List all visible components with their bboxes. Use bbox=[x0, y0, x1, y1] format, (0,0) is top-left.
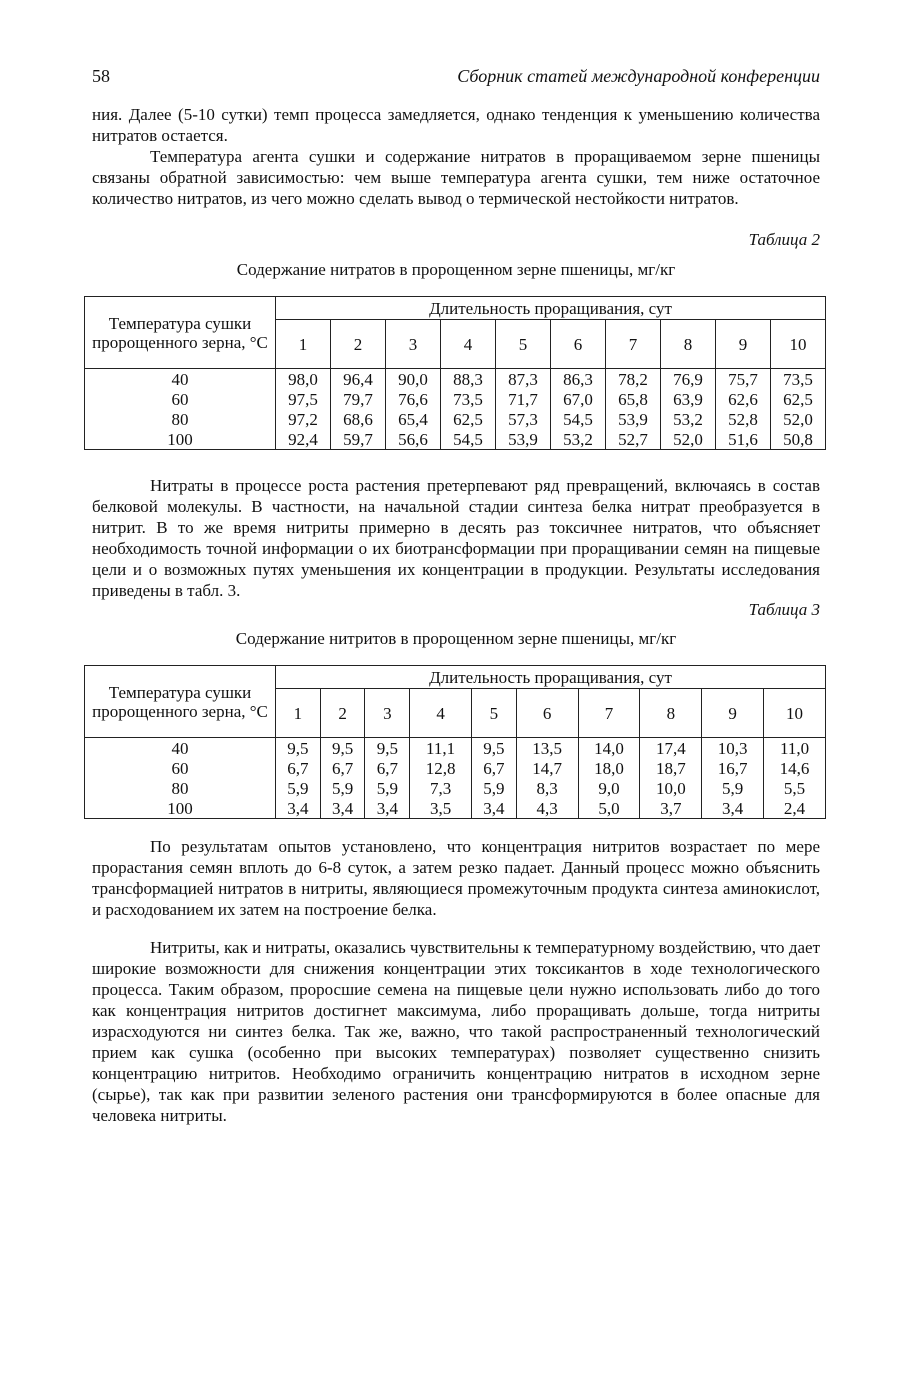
value-cell: 57,3 bbox=[496, 409, 551, 429]
value-cell: 54,5 bbox=[551, 409, 606, 429]
value-cell: 78,2 bbox=[606, 369, 661, 390]
value-cell: 50,8 bbox=[771, 429, 826, 450]
value-cell: 9,5 bbox=[320, 738, 365, 759]
table2-label: Таблица 2 bbox=[748, 230, 820, 249]
value-cell: 62,5 bbox=[441, 409, 496, 429]
value-cell: 5,9 bbox=[320, 778, 365, 798]
value-cell: 14,6 bbox=[764, 758, 826, 778]
temperature-cell: 100 bbox=[85, 798, 276, 819]
row-header: Температура сушки пророщенного зерна, °С bbox=[85, 297, 276, 369]
temperature-cell: 60 bbox=[85, 389, 276, 409]
table3-nitrites bbox=[84, 665, 826, 819]
temperature-cell: 100 bbox=[85, 429, 276, 450]
value-cell: 52,8 bbox=[716, 409, 771, 429]
temperature-cell: 80 bbox=[85, 778, 276, 798]
value-cell: 92,4 bbox=[276, 429, 331, 450]
value-cell: 5,9 bbox=[365, 778, 410, 798]
day-header: 8 bbox=[661, 320, 716, 369]
value-cell: 8,3 bbox=[516, 778, 578, 798]
value-cell: 10,3 bbox=[702, 738, 764, 759]
day-header: 2 bbox=[320, 689, 365, 738]
value-cell: 3,4 bbox=[702, 798, 764, 819]
day-header: 1 bbox=[276, 320, 331, 369]
value-cell: 79,7 bbox=[331, 389, 386, 409]
value-cell: 75,7 bbox=[716, 369, 771, 390]
value-cell: 53,9 bbox=[496, 429, 551, 450]
value-cell: 71,7 bbox=[496, 389, 551, 409]
value-cell: 5,5 bbox=[764, 778, 826, 798]
value-cell: 51,6 bbox=[716, 429, 771, 450]
value-cell: 5,0 bbox=[578, 798, 640, 819]
value-cell: 3,4 bbox=[276, 798, 321, 819]
value-cell: 9,5 bbox=[276, 738, 321, 759]
value-cell: 11,1 bbox=[410, 738, 472, 759]
day-header: 8 bbox=[640, 689, 702, 738]
value-cell: 52,0 bbox=[661, 429, 716, 450]
value-cell: 6,7 bbox=[276, 758, 321, 778]
value-cell: 68,6 bbox=[331, 409, 386, 429]
paragraph-conclusion: Нитриты, как и нитраты, оказались чувствительны к температурному воздействию, что дает широкие возможности для снижения концентрации этих токсикантов в ходе технологического процесса. Таким образом, проросшие семена на пищевые цели нужно использовать либо до того как концентрация нитритов достигнет максимума, либо проращивать дольше, тогда нитриты израсходуются ни синтез белка. Так же, важно, что такой распространенный технологический прием как сушка (особенно при высоких температурах) позволяет существенно снизить концентрацию нитритов. Необходимо ограничить концентрацию нитратов в исходном зерне (сырье), так как при развитии зеленого растения они трансформируются в более опасные для человека нитриты. bbox=[92, 938, 820, 1125]
value-cell: 6,7 bbox=[320, 758, 365, 778]
value-cell: 13,5 bbox=[516, 738, 578, 759]
table-row bbox=[85, 778, 826, 798]
value-cell: 88,3 bbox=[441, 369, 496, 390]
value-cell: 17,4 bbox=[640, 738, 702, 759]
value-cell: 3,4 bbox=[320, 798, 365, 819]
table-row bbox=[85, 429, 826, 450]
page-number: 58 bbox=[92, 66, 110, 86]
day-header: 3 bbox=[365, 689, 410, 738]
page-header bbox=[92, 66, 820, 90]
value-cell: 6,7 bbox=[472, 758, 517, 778]
paragraph-continued: ния. Далее (5-10 сутки) темп процесса замедляется, однако тенденция к уменьшению количества нитратов остается. bbox=[92, 105, 820, 145]
value-cell: 6,7 bbox=[365, 758, 410, 778]
temperature-cell: 60 bbox=[85, 758, 276, 778]
value-cell: 53,2 bbox=[551, 429, 606, 450]
day-header: 3 bbox=[386, 320, 441, 369]
value-cell: 73,5 bbox=[771, 369, 826, 390]
group-header: Длительность проращивания, сут bbox=[276, 666, 826, 689]
table-row bbox=[85, 369, 826, 390]
value-cell: 65,4 bbox=[386, 409, 441, 429]
value-cell: 65,8 bbox=[606, 389, 661, 409]
temperature-cell: 80 bbox=[85, 409, 276, 429]
value-cell: 62,6 bbox=[716, 389, 771, 409]
table-row bbox=[85, 409, 826, 429]
value-cell: 5,9 bbox=[702, 778, 764, 798]
group-header: Длительность проращивания, сут bbox=[276, 297, 826, 320]
temperature-cell: 40 bbox=[85, 369, 276, 390]
table3-caption: Содержание нитритов в пророщенном зерне пшеницы, мг/кг bbox=[235, 629, 677, 648]
day-header: 7 bbox=[606, 320, 661, 369]
value-cell: 53,2 bbox=[661, 409, 716, 429]
table-row bbox=[85, 798, 826, 819]
value-cell: 53,9 bbox=[606, 409, 661, 429]
day-header: 2 bbox=[331, 320, 386, 369]
value-cell: 62,5 bbox=[771, 389, 826, 409]
value-cell: 52,0 bbox=[771, 409, 826, 429]
value-cell: 86,3 bbox=[551, 369, 606, 390]
value-cell: 3,4 bbox=[472, 798, 517, 819]
table2-caption: Содержание нитратов в пророщенном зерне пшеницы, мг/кг bbox=[236, 260, 676, 279]
value-cell: 56,6 bbox=[386, 429, 441, 450]
value-cell: 90,0 bbox=[386, 369, 441, 390]
day-header: 10 bbox=[771, 320, 826, 369]
value-cell: 96,4 bbox=[331, 369, 386, 390]
row-header: Температура сушки пророщенного зерна, °С bbox=[85, 666, 276, 738]
value-cell: 73,5 bbox=[441, 389, 496, 409]
table-row bbox=[85, 738, 826, 759]
value-cell: 76,9 bbox=[661, 369, 716, 390]
temperature-cell: 40 bbox=[85, 738, 276, 759]
value-cell: 87,3 bbox=[496, 369, 551, 390]
day-header: 9 bbox=[716, 320, 771, 369]
value-cell: 4,3 bbox=[516, 798, 578, 819]
value-cell: 59,7 bbox=[331, 429, 386, 450]
value-cell: 54,5 bbox=[441, 429, 496, 450]
day-header: 7 bbox=[578, 689, 640, 738]
value-cell: 7,3 bbox=[410, 778, 472, 798]
running-title: Сборник статей международной конференции bbox=[457, 66, 820, 86]
day-header: 5 bbox=[496, 320, 551, 369]
value-cell: 76,6 bbox=[386, 389, 441, 409]
value-cell: 14,7 bbox=[516, 758, 578, 778]
day-header: 4 bbox=[410, 689, 472, 738]
day-header: 4 bbox=[441, 320, 496, 369]
day-header: 1 bbox=[276, 689, 321, 738]
value-cell: 5,9 bbox=[472, 778, 517, 798]
day-header: 5 bbox=[472, 689, 517, 738]
value-cell: 67,0 bbox=[551, 389, 606, 409]
value-cell: 52,7 bbox=[606, 429, 661, 450]
day-header: 10 bbox=[764, 689, 826, 738]
value-cell: 97,5 bbox=[276, 389, 331, 409]
paragraph-results: По результатам опытов установлено, что концентрация нитритов возрастает по мере прорастания семян вплоть до 6-8 суток, а затем резко падает. Данный процесс можно объяснить трансформацией нитратов в нитриты, являющиеся промежуточным продукта синтеза аминокислот, и расходованием их затем на построение белка. bbox=[92, 837, 820, 919]
value-cell: 11,0 bbox=[764, 738, 826, 759]
value-cell: 63,9 bbox=[661, 389, 716, 409]
table-row bbox=[85, 389, 826, 409]
value-cell: 3,4 bbox=[365, 798, 410, 819]
value-cell: 98,0 bbox=[276, 369, 331, 390]
value-cell: 97,2 bbox=[276, 409, 331, 429]
paragraph-nitrate-transformation: Нитраты в процессе роста растения претерпевают ряд превращений, включаясь в состав белковой молекулы. В частности, на начальной стадии синтеза белка нитрат преобразуется в нитрит. В то же время нитриты примерно в десять раз токсичнее нитратов, что объясняет необходимость точной информации о их биотрансформации при проращивании семян на пищевые цели и о возможных путях уменьшения их концентрации в продукции. Результаты исследования приведены в табл. 3. bbox=[92, 476, 820, 600]
value-cell: 5,9 bbox=[276, 778, 321, 798]
value-cell: 18,0 bbox=[578, 758, 640, 778]
table2-nitrates bbox=[84, 296, 826, 450]
day-header: 6 bbox=[516, 689, 578, 738]
paragraph-temperature-dependence: Температура агента сушки и содержание нитратов в проращиваемом зерне пшеницы связаны обратной зависимостью: чем выше температура агента сушки, тем ниже остаточное количество нитратов, из чего можно сделать вывод о термической нестойкости нитратов. bbox=[92, 147, 820, 208]
value-cell: 9,0 bbox=[578, 778, 640, 798]
value-cell: 9,5 bbox=[472, 738, 517, 759]
value-cell: 10,0 bbox=[640, 778, 702, 798]
value-cell: 3,7 bbox=[640, 798, 702, 819]
value-cell: 9,5 bbox=[365, 738, 410, 759]
value-cell: 12,8 bbox=[410, 758, 472, 778]
value-cell: 2,4 bbox=[764, 798, 826, 819]
value-cell: 16,7 bbox=[702, 758, 764, 778]
day-header: 9 bbox=[702, 689, 764, 738]
table-row bbox=[85, 758, 826, 778]
table3-label: Таблица 3 bbox=[748, 600, 820, 619]
value-cell: 3,5 bbox=[410, 798, 472, 819]
value-cell: 18,7 bbox=[640, 758, 702, 778]
value-cell: 14,0 bbox=[578, 738, 640, 759]
day-header: 6 bbox=[551, 320, 606, 369]
